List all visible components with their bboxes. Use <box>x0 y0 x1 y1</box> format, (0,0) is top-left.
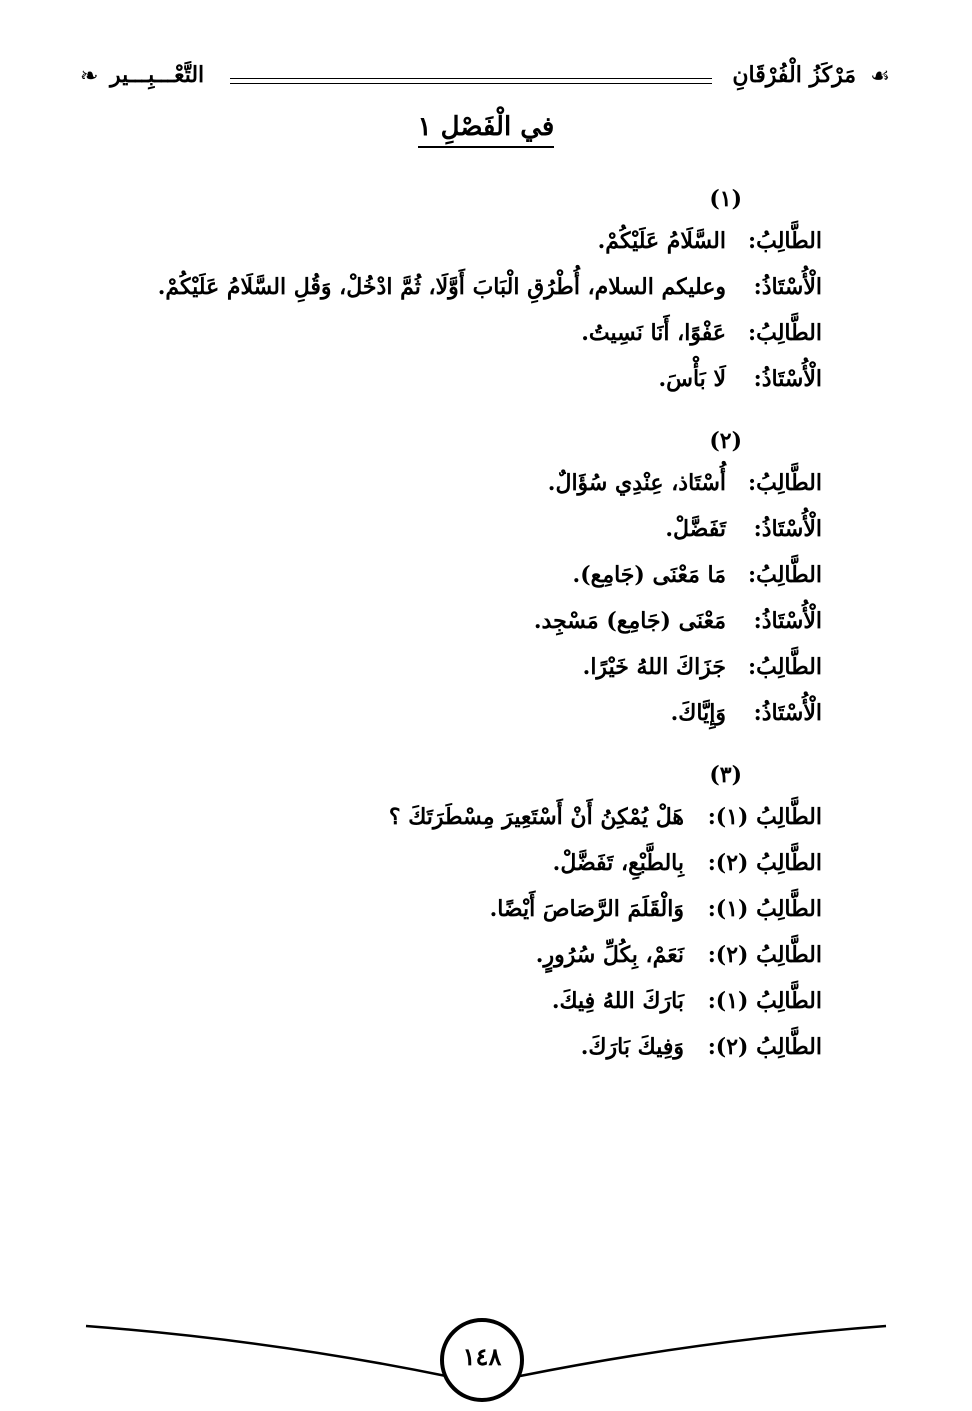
dialogue-line <box>122 460 822 506</box>
speaker-label: الطَّالِبُ (١): <box>707 988 822 1014</box>
utterance-text: عَفْوًا، أَنَا نَسِيتُ. <box>581 320 726 346</box>
section-number: (٣) <box>709 762 742 788</box>
section-number: (٢) <box>709 428 742 454</box>
page-header <box>80 62 890 102</box>
utterance-text: السَّلَامُ عَلَيْكُمْ. <box>597 228 726 254</box>
speaker-label: الْأُسْتَاذُ: <box>753 700 822 726</box>
dialogue-line <box>122 840 822 886</box>
header-center-title: مَرْكَزُ الْفُرْقَانِ <box>732 62 856 88</box>
utterance-text: لَا بَأْسَ. <box>658 366 726 392</box>
speaker-label: الطَّالِبُ: <box>748 228 822 254</box>
speaker-label: الطَّالِبُ (٢): <box>707 942 822 968</box>
utterance-text: وَفِيكَ بَارَكَ. <box>580 1034 684 1060</box>
header-double-rule <box>230 78 712 84</box>
dialogue-line <box>122 644 822 690</box>
dialogue-line <box>122 264 822 310</box>
utterance-text: أُسْتَاذ، عِنْدِي سُؤَالٌ. <box>547 470 726 496</box>
dialogue-line <box>122 886 822 932</box>
speaker-label: الطَّالِبُ (١): <box>707 896 822 922</box>
dialogue-line <box>122 552 822 598</box>
header-ornament-left-icon: ❧ <box>80 64 99 89</box>
utterance-text: نَعَمْ، بِكُلِّ سُرُورٍ. <box>535 942 684 968</box>
page-number: ١٤٨ <box>462 1342 502 1371</box>
utterance-text: مَعْنَى (جَامِع) مَسْجِد. <box>533 608 726 634</box>
speaker-label: الطَّالِبُ (١): <box>707 804 822 830</box>
dialogue-section-3 <box>122 756 822 1070</box>
header-left-title: التَّعْـــبِـــير <box>110 62 205 88</box>
utterance-text: مَا مَعْنَى (جَامِع). <box>572 562 726 588</box>
dialogue-section-1 <box>122 180 822 402</box>
speaker-label: الطَّالِبُ: <box>748 470 822 496</box>
speaker-label: الْأُسْتَاذُ: <box>753 516 822 542</box>
speaker-label: الْأُسْتَاذُ: <box>753 366 822 392</box>
utterance-text: جَزَاكَ اللهُ خَيْرًا. <box>582 654 726 680</box>
footer-right-curve <box>520 1326 886 1376</box>
dialogue-content <box>122 180 822 1090</box>
dialogue-line <box>122 310 822 356</box>
dialogue-line <box>122 978 822 1024</box>
header-ornament-right-icon: ☙ <box>870 64 890 89</box>
dialogue-line <box>122 794 822 840</box>
utterance-text: وَالْقَلَمَ الرَّصَاصَ أَيْضًا. <box>489 896 684 922</box>
dialogue-line <box>122 506 822 552</box>
section-number: (١) <box>709 186 742 212</box>
dialogue-line <box>122 690 822 736</box>
utterance-text: بَارَكَ اللهُ فِيكَ. <box>551 988 684 1014</box>
speaker-label: الطَّالِبُ: <box>748 654 822 680</box>
speaker-label: الْأُسْتَاذُ: <box>753 608 822 634</box>
speaker-label: الطَّالِبُ: <box>748 562 822 588</box>
speaker-label: الطَّالِبُ (٢): <box>707 1034 822 1060</box>
speaker-label: الطَّالِبُ (٢): <box>707 850 822 876</box>
dialogue-line <box>122 932 822 978</box>
footer-left-curve <box>86 1326 446 1376</box>
dialogue-line <box>122 218 822 264</box>
speaker-label: الطَّالِبُ: <box>748 320 822 346</box>
dialogue-line <box>122 356 822 402</box>
utterance-text: وعليكم السلام، أُطْرُقِ الْبَابَ أَوَّلَا، ثُمَّ ادْخُلْ، وَقُلِ السَّلَامُ عَلَيْكُمْ. <box>157 274 726 300</box>
dialogue-line <box>122 598 822 644</box>
utterance-text: هَلْ يُمْكِنُ أَنْ أَسْتَعِيرَ مِسْطَرَتَكَ ؟ <box>388 804 684 830</box>
utterance-text: بِالطَّبْعِ، تَفَضَّلْ. <box>552 850 684 876</box>
speaker-label: الْأُسْتَاذُ: <box>753 274 822 300</box>
dialogue-line <box>122 1024 822 1070</box>
utterance-text: وَإِيَّاكَ. <box>670 700 726 726</box>
page-title-text: في الْفَصْلِ ١ <box>418 112 555 148</box>
page-title <box>0 112 972 142</box>
utterance-text: تَفَضَّلْ. <box>665 516 726 542</box>
dialogue-section-2 <box>122 422 822 736</box>
